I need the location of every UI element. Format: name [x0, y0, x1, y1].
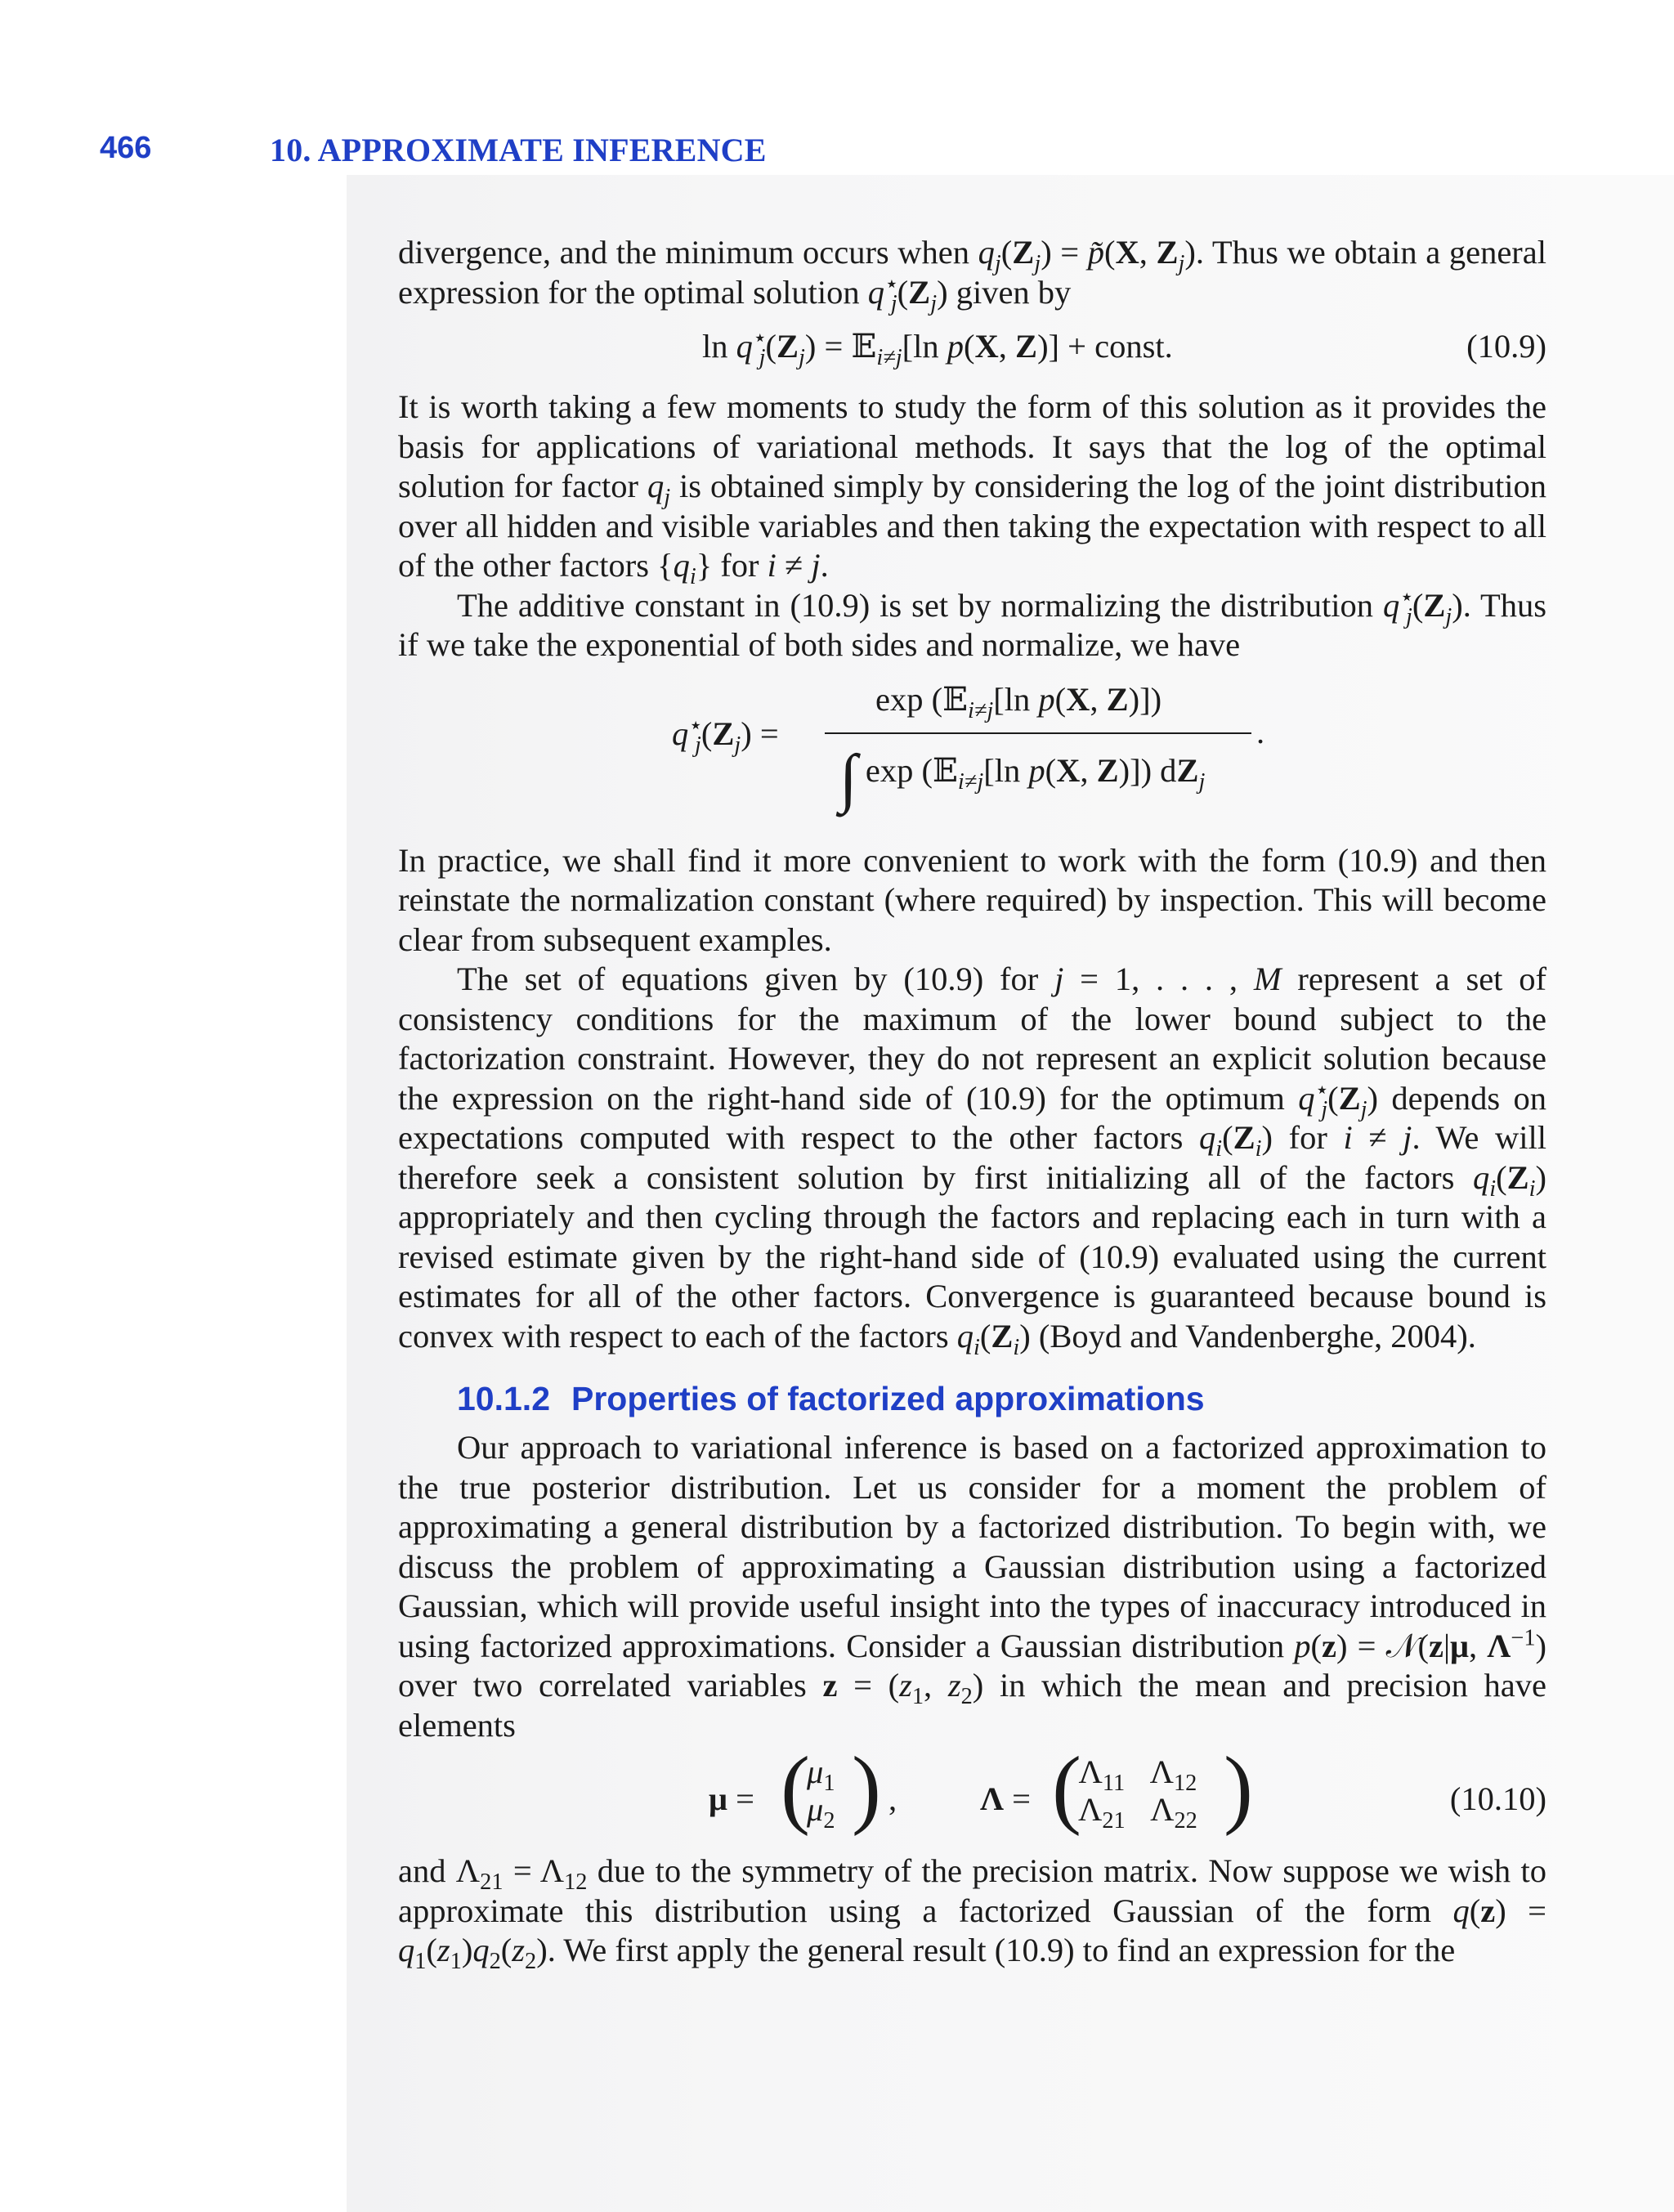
section-heading	[457, 1377, 1546, 1420]
section-number: 10.1.2	[457, 1380, 550, 1417]
paragraph: divergence, and the minimum occurs when $q_j(Z_j)$ = p̃(X, $Z_j$). Thus we obtain a general expression for the optimal solution $q^⋆_j(Z_j)$ given by	[398, 234, 1547, 316]
equation-10-9: $\ln q^⋆_j(Z_j)$ = 𝔼$_{i\ne j}$[ln p(X, Z)] + const. (10.9)	[702, 325, 1546, 371]
page-body	[398, 233, 1547, 1975]
paragraph: In practice, we shall find it more convenient to work with the form (10.9) and then reinstate the normalization constant (where required) by inspection. This will become clear from subsequent examples.	[398, 841, 1546, 958]
chapter-title: 10. APPROXIMATE INFERENCE	[270, 132, 767, 168]
equation-number: (10.10)	[1449, 1780, 1546, 1817]
paragraph: Our approach to variational inference is based on a factorized approximation to the true posterior distribution. Let us consider for a moment the problem of approximating a general distribution by a factorized distribution. To begin with, we discuss the problem of approximating a Gaussian distribution using a factorized Gaussian, which will provide useful insight into the types of inaccuracy introduced in using factorized approximations. Consider a Gaussian distribution p(z) = 𝒩(z|μ, $\Lambda^{-1}$) over two correlated variables $z = (z_1$, $z_2$) in which the mean and precision have elements	[398, 1429, 1546, 1744]
equation-normalized-solution: $q^⋆_j(Z_j)$ = exp (𝔼$_{i\ne j}$[ln p(X, Z)]) ∫ exp (𝔼$_{i\ne j}$[ln p(X, Z)]) $dZ_j$ .	[672, 680, 1265, 814]
paragraph: The set of equations given by (10.9) for j = 1, . . . , M represent a set of consistency conditions for the maximum of the lower bound subject to the factorization constraint. However, they do not represent an explicit solution because the expression on the right-hand side of (10.9) for the optimum $q^⋆_j(Z_j)$ depends on expectations computed with respect to the other factors $q_i(Z_i)$ for i ≠ j. We will therefore seek a consistent solution by first initializing all of the factors $q_i(Z_i)$ appropriately and then cycling through the factors and replacing each in turn with a revised estimate given by the right-hand side of (10.9) evaluated using the current estimates for all of the other factors. Convergence is guaranteed because bound is convex with respect to each of the factors $q_i(Z_i)$ (Boyd and Vandenberghe, 2004).	[398, 960, 1546, 1360]
running-header	[0, 131, 1674, 172]
equation-10-10: μ = ( $\mu_1$ $\mu_2$ ) , Λ = ( $\Lambda_{11}$ $\Lambda_{12}$ $\Lambda_{21}$ $\Lambda_{22}$ ) (10.10)	[709, 1740, 1546, 1837]
page-number: 466	[100, 131, 152, 165]
paragraph: It is worth taking a few moments to study the form of this solution as it provides the basis for applications of variational methods. It says that the log of the optimal solution for factor $q_j$ is obtained simply by considering the log of the joint distribution over all hidden and visible variables and then taking the expectation with respect to all of the other factors $\{q_i\}$ for i ≠ j.	[398, 388, 1547, 590]
section-title: Properties of factorized approximations	[571, 1380, 1205, 1417]
paragraph: and $\Lambda_{21} = \Lambda_{12}$ due to the symmetry of the precision matrix. Now suppose we wish to approximate this distribution using a factorized Gaussian of the form $q(z) = q_1(z_1)q_2(z_2)$. We first apply the general result (10.9) to find an expression for the	[398, 1852, 1547, 1975]
paragraph: The additive constant in (10.9) is set by normalizing the distribution $q^⋆_j(Z_j)$. Thus if we take the exponential of both sides and normalize, we have	[398, 584, 1546, 663]
equation-number: (10.9)	[1466, 328, 1546, 365]
